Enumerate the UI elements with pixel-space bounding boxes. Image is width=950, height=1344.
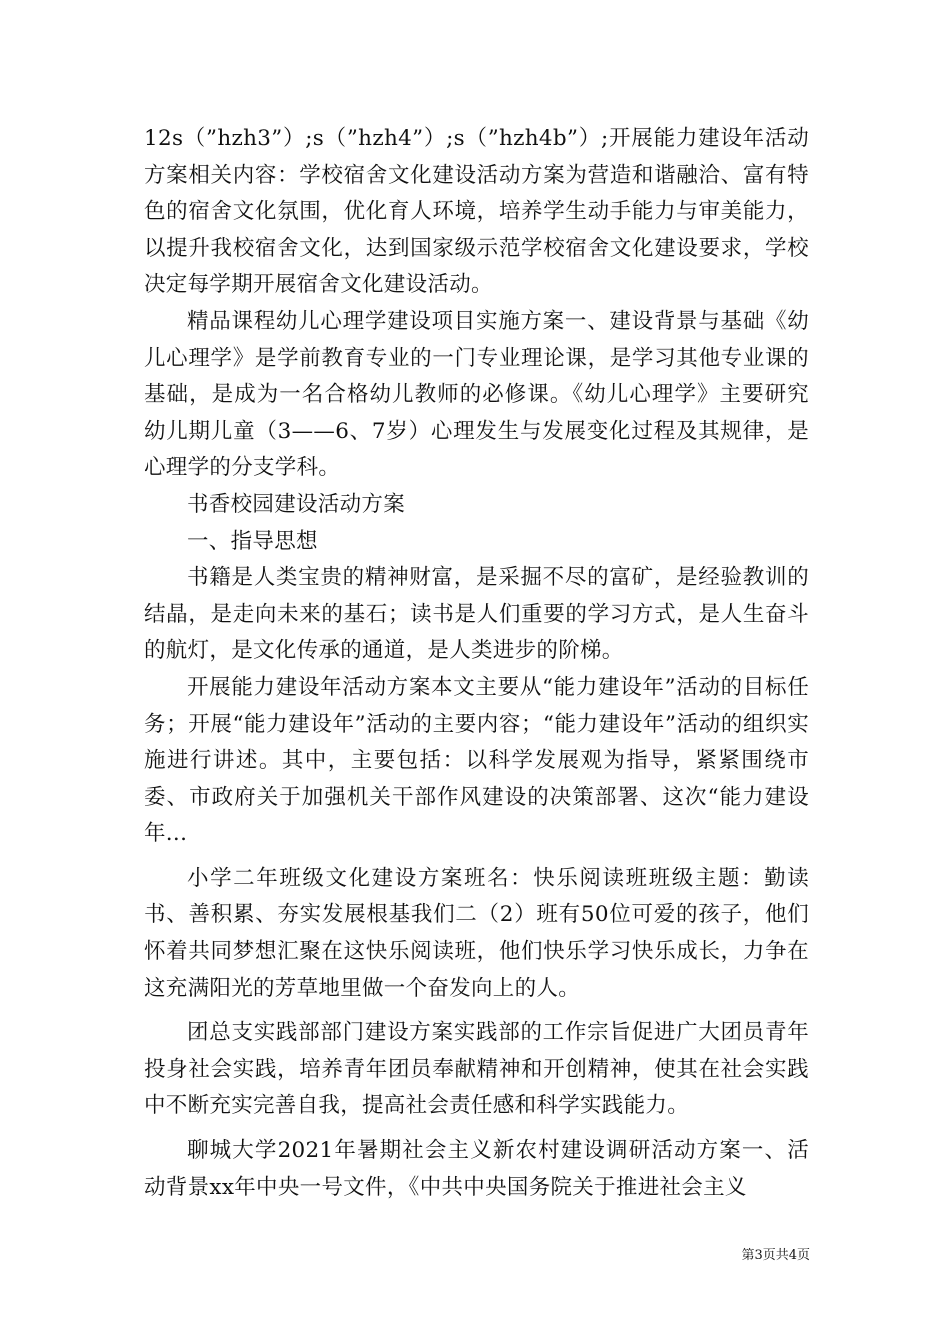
paragraph-practice-department: 团总支实践部部门建设方案实践部的工作宗旨促进广大团员青年投身社会实践，培养青年团员奉献精神和开创精神，使其在社会实践中不断充实完善自我，提高社会责任感和科学实践能力。 <box>144 1020 809 1119</box>
paragraph-liaocheng-research: 聊城大学2021年暑期社会主义新农村建设调研活动方案一、活动背景xx年中央一号文件，《中共中央国务院关于推进社会主义 <box>144 1138 809 1200</box>
heading-book-campus: 书香校园建设活动方案 <box>187 491 406 517</box>
heading-guiding-thought: 一、指导思想 <box>187 528 318 554</box>
page-number: 第3页共4页 <box>741 1248 810 1263</box>
paragraph-books-value: 书籍是人类宝贵的精神财富，是采掘不尽的富矿，是经验教训的结晶，是走向未来的基石；读书是人们重要的学习方式，是人生奋斗的航灯，是文化传承的通道，是人类进步的阶梯。 <box>144 565 809 664</box>
paragraph-capacity-year: 开展能力建设年活动方案本文主要从“能力建设年”活动的目标任务；开展“能力建设年”活动的主要内容；“能力建设年”活动的组织实施进行讲述。其中，主要包括：以科学发展观为指导，紧紧围绕市委、市政府关于加强机关干部作风建设的决策部署、这次“能力建设年... <box>144 674 809 847</box>
paragraph-class-culture: 小学二年班级文化建设方案班名：快乐阅读班班级主题：勤读书、善积累、夯实发展根基我们二（2）班有50位可爱的孩子，他们怀着共同梦想汇聚在这快乐阅读班，他们快乐学习快乐成长，力争在这充满阳光的芳草地里做一个奋发向上的人。 <box>144 865 809 1001</box>
paragraph-dorm-culture: 12s（”hzh3”）;s（”hzh4”）;s（”hzh4b”）;开展能力建设年活动方案相关内容：学校宿舍文化建设活动方案为营造和谐融洽、富有特色的宿舍文化氛围，优化育人环境，培养学生动手能力与审美能力，以提升我校宿舍文化，达到国家级示范学校宿舍文化建设要求，学校决定每学期开展宿舍文化建设活动。 <box>144 126 809 298</box>
paragraph-child-psychology: 精品课程幼儿心理学建设项目实施方案一、建设背景与基础《幼儿心理学》是学前教育专业的一门专业理论课，是学习其他专业课的基础，是成为一名合格幼儿教师的必修课。《幼儿心理学》主要研究幼儿期儿童（3——6、7岁）心理发生与发展变化过程及其规律，是心理学的分支学科。 <box>144 308 809 481</box>
document-body <box>144 121 809 1206</box>
